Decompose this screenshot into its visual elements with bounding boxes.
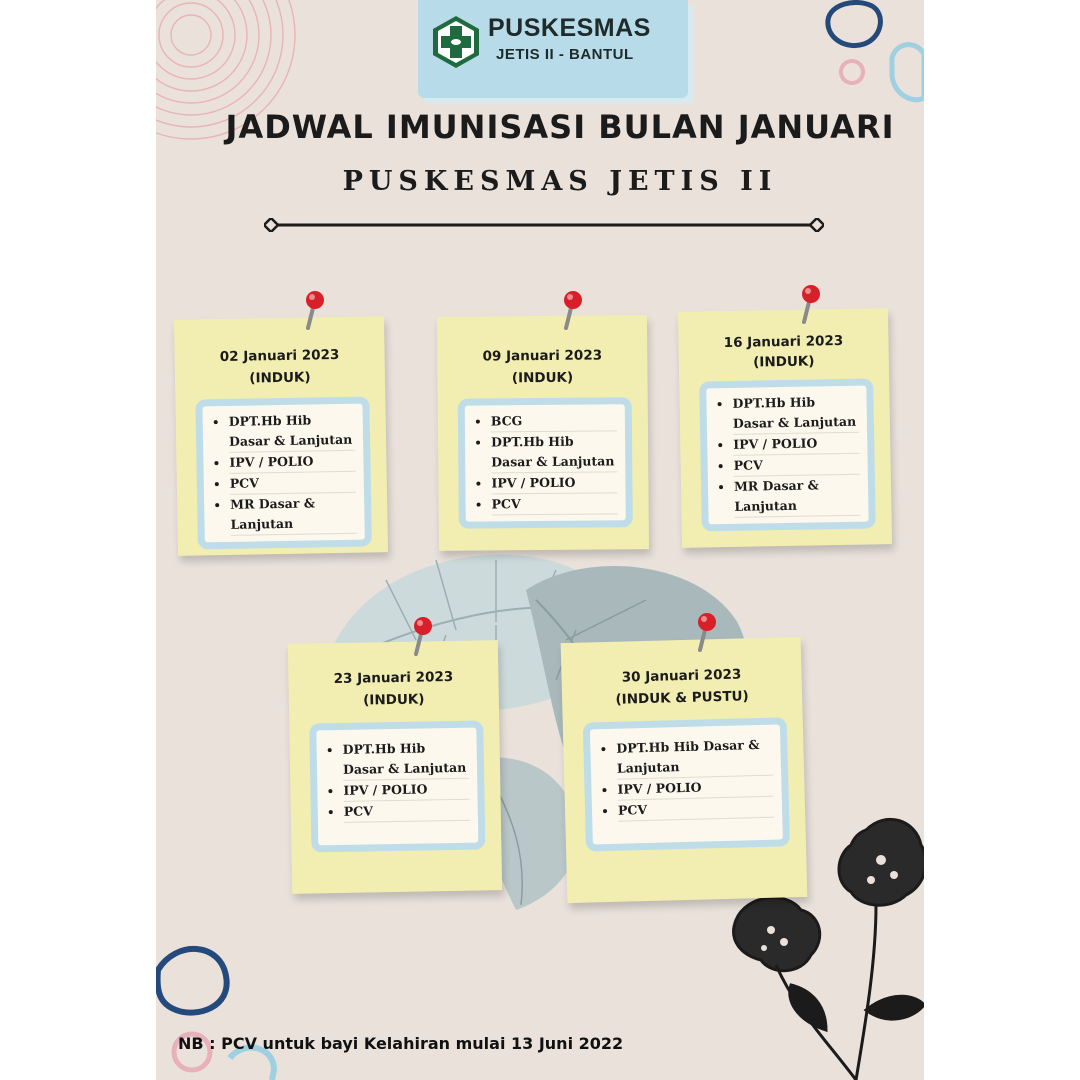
note-location: (INDUK): [511, 369, 574, 387]
poster: [156, 0, 924, 1080]
list-item: • DPT.Hb Hib Dasar & Lanjutan: [732, 392, 859, 435]
pushpin-icon: [798, 284, 822, 324]
note-date: 02 Januari 2023: [219, 346, 340, 366]
note-location: (INDUK): [249, 369, 311, 387]
vaccine-list: [316, 728, 478, 846]
ring-decoration-top-right: [816, 0, 924, 110]
list-item: • IPV / POLIO: [343, 779, 469, 802]
list-item: • IPV / POLIO: [733, 433, 859, 456]
list-item: • PCV: [230, 472, 356, 495]
list-item: • DPT.Hb Hib Dasar & Lanjutan: [491, 431, 617, 473]
note-date: 09 Januari 2023: [482, 347, 603, 365]
list-item: • PCV: [733, 454, 859, 477]
diamond-icon: [810, 218, 824, 232]
list-item: • IPV / POLIO: [229, 451, 355, 474]
list-item: • IPV / POLIO: [491, 472, 617, 494]
list-item: • MR Dasar & Lanjutan: [230, 493, 357, 536]
list-item: • BCG: [491, 410, 617, 432]
vaccine-list-box: [699, 378, 876, 531]
brand-location: JETIS II - BANTUL: [496, 46, 634, 63]
list-item: • MR Dasar & Lanjutan: [734, 475, 861, 518]
vaccine-list: [706, 386, 868, 525]
footer-note: NB : PCV untuk bayi Kelahiran mulai 13 Juni 2022: [178, 1034, 624, 1053]
schedule-note-1: [174, 316, 388, 556]
schedule-note-2: [437, 315, 649, 551]
list-item: • DPT.Hb Hib Dasar & Lanjutan: [343, 738, 470, 781]
vaccine-list-box: [195, 396, 372, 549]
schedule-note-3: [678, 308, 892, 548]
note-location: (INDUK): [753, 353, 815, 371]
pushpin-icon: [560, 290, 584, 330]
diamond-icon: [264, 218, 278, 232]
brand-name: PUSKESMAS: [488, 14, 651, 42]
list-item: • PCV: [618, 797, 774, 822]
vaccine-list: [590, 724, 783, 844]
ring-decoration-bottom-left: [156, 940, 286, 1080]
list-item: • DPT.Hb Hib Dasar & Lanjutan: [229, 410, 356, 453]
title-divider: [264, 218, 824, 232]
page-title: JADWAL IMUNISASI BULAN JANUARI: [225, 108, 895, 146]
vaccine-list: [202, 404, 364, 543]
note-location: (INDUK & PUSTU): [615, 688, 749, 708]
pushpin-icon: [410, 616, 434, 656]
schedule-note-4: [288, 640, 502, 894]
note-date: 16 Januari 2023: [723, 332, 844, 352]
note-date: 30 Januari 2023: [621, 666, 742, 686]
vaccine-list-box: [458, 397, 633, 529]
vaccine-list: [465, 404, 626, 521]
list-item: • PCV: [344, 800, 470, 823]
list-item: • IPV / POLIO: [617, 776, 773, 801]
vaccine-list-box: [309, 720, 485, 852]
note-date: 23 Januari 2023: [333, 668, 454, 688]
list-item: • DPT.Hb Hib Dasar & Lanjutan: [616, 735, 773, 780]
schedule-note-5: [561, 637, 808, 903]
note-location: (INDUK): [363, 691, 425, 709]
puskesmas-logo-icon: [430, 14, 482, 70]
vaccine-list-box: [583, 717, 790, 851]
pushpin-icon: [302, 290, 326, 330]
list-item: • PCV: [492, 493, 618, 515]
pushpin-icon: [694, 612, 718, 652]
page-subtitle: PUSKESMAS JETIS II: [342, 166, 778, 197]
